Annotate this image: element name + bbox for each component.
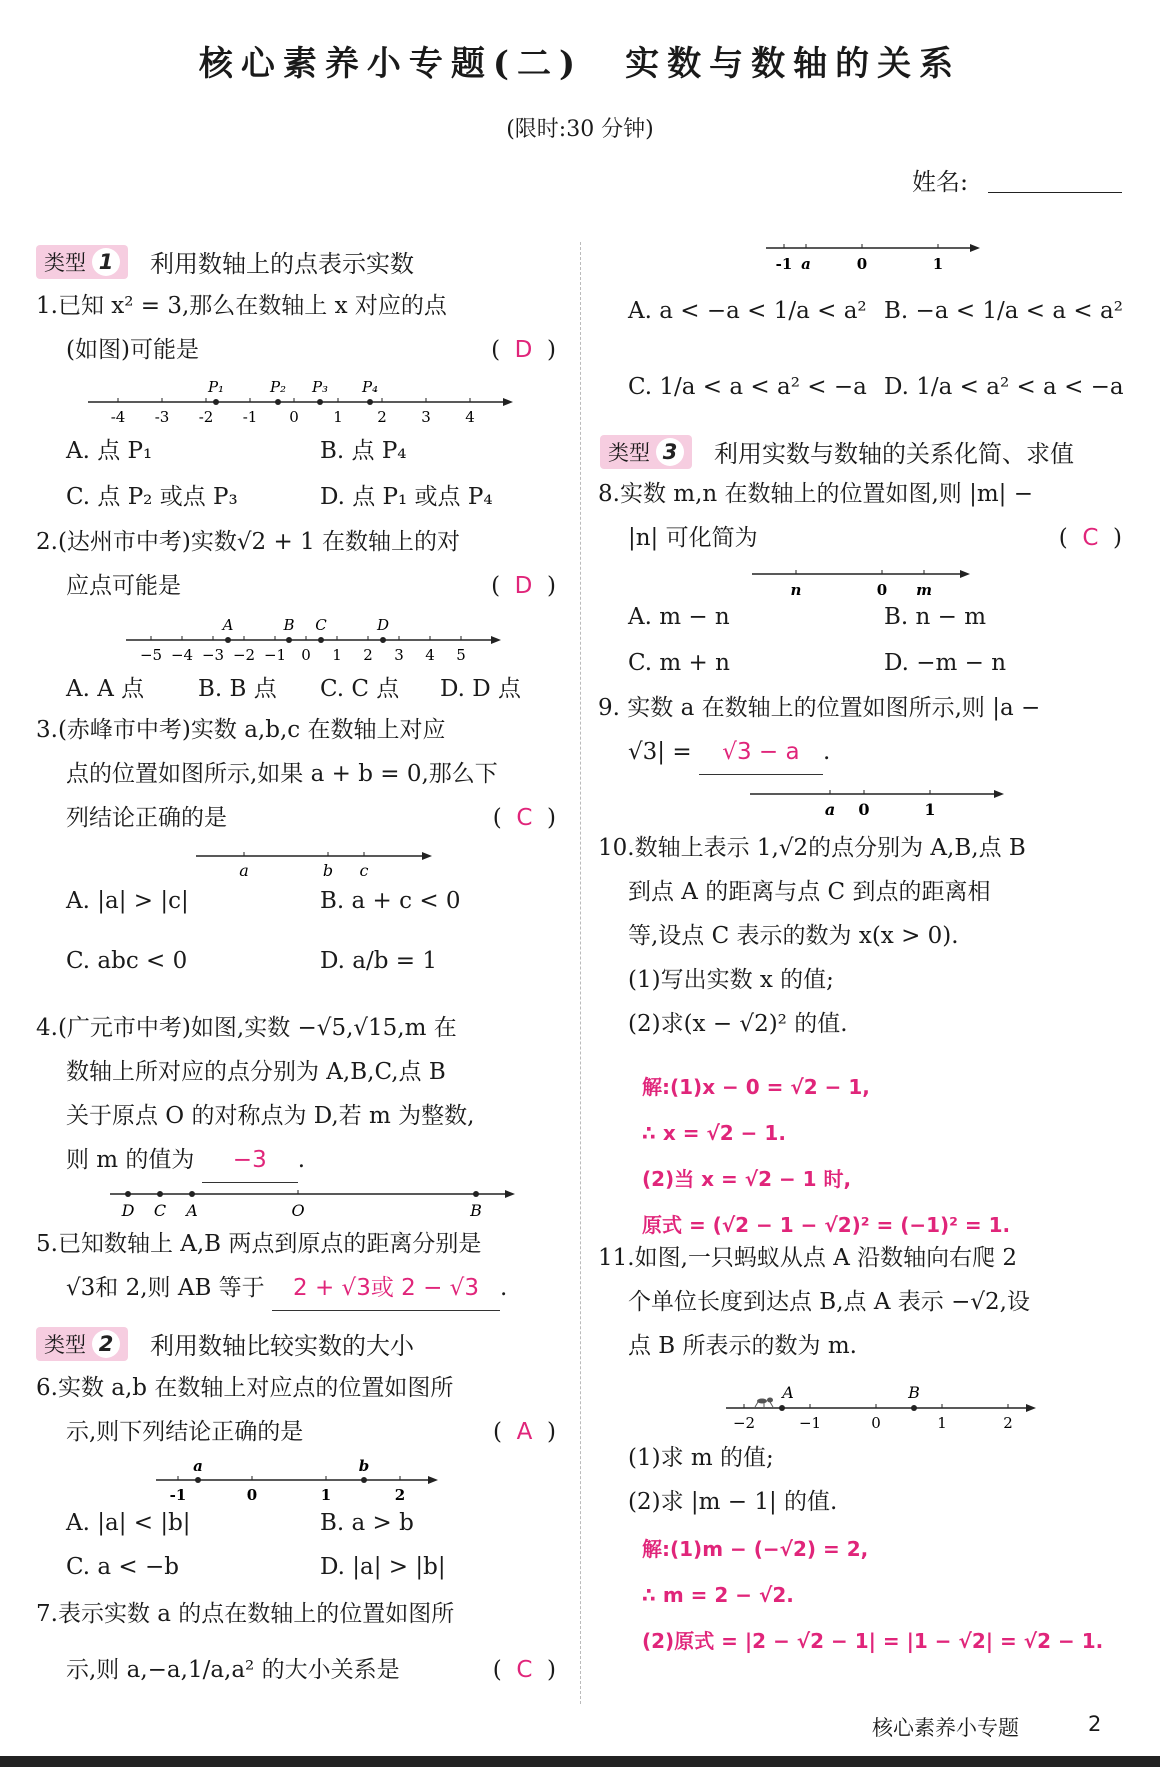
point-label: A [222, 616, 234, 634]
point-label: B [908, 1383, 920, 1402]
point-label: P₃ [311, 378, 329, 396]
name-label: 姓名: [912, 168, 969, 196]
option-b[interactable]: B. a + c < 0 [320, 888, 461, 914]
tick-label: 0 [858, 800, 870, 819]
solution-line: 解:(1)m − (−√2) = 2, [642, 1537, 869, 1561]
point-b [361, 1477, 367, 1483]
question-stem: 4.(广元市中考)如图,实数 −√5,√15,m 在 [36, 1015, 457, 1041]
sub-question: (1)写出实数 x 的值; [628, 967, 834, 993]
answer-bracket: ( D ) [491, 337, 556, 363]
option-a[interactable]: A. 点 P₁ [66, 438, 153, 464]
answer-choice: C [516, 1657, 533, 1683]
number-line-q8 [752, 566, 976, 600]
question-stem: 1.已知 x² = 3,那么在数轴上 x 对应的点 [36, 293, 447, 319]
tick-label: −2 [232, 646, 256, 664]
point-c [318, 637, 324, 643]
option-c[interactable]: C. abc < 0 [66, 948, 188, 974]
sub-question: (2)求(x − √2)² 的值. [628, 1011, 848, 1037]
page-title: 核心素养小专题(二) 实数与数轴的关系 [198, 44, 962, 84]
question-stem: 5.已知数轴上 A,B 两点到原点的距离分别是 [36, 1231, 482, 1257]
option-d[interactable]: D. D 点 [440, 676, 521, 702]
point-label: P₁ [207, 378, 225, 396]
number-line-q3 [196, 838, 436, 882]
tick-label: m [916, 581, 932, 599]
point-b [286, 637, 292, 643]
tick-label: a [824, 800, 836, 819]
type-label: 类型 [44, 1332, 86, 1357]
point-label: A [186, 1201, 198, 1220]
question-8 [598, 472, 1122, 560]
solution-line: (2)原式 = |2 − √2 − 1| = |1 − √2| = √2 − 1. [642, 1629, 1104, 1653]
point-label: C [315, 616, 327, 634]
type-title: 利用数轴上的点表示实数 [150, 250, 414, 278]
ant-icon [755, 1398, 773, 1408]
tick-label: 0 [246, 1486, 258, 1504]
tick-label: −3 [201, 646, 225, 664]
point-p2 [275, 399, 281, 405]
point-label: D [121, 1201, 135, 1220]
type-3-heading [600, 434, 1074, 469]
point-label: a [239, 861, 249, 880]
option-b[interactable]: B. a > b [320, 1510, 414, 1536]
answer-choice: C [516, 805, 533, 831]
option-b[interactable]: B. 点 P₄ [320, 438, 407, 464]
option-c[interactable]: C. 1/a < a < a² < −a [628, 374, 867, 400]
tick-label: 0 [876, 581, 888, 599]
point-d [125, 1191, 131, 1197]
point-label: c [359, 861, 369, 880]
question-stem: 关于原点 O 的对称点为 D,若 m 为整数, [66, 1103, 475, 1129]
option-d[interactable]: D. |a| > |b| [320, 1554, 446, 1580]
number-line-q7 [766, 240, 986, 274]
tick-label: 0 [856, 255, 868, 273]
option-d[interactable]: D. −m − n [884, 650, 1007, 676]
number-line-q1 [88, 376, 518, 428]
type-number: 1 [92, 248, 120, 276]
tick-label: −4 [170, 646, 194, 664]
option-a[interactable]: A. |a| < |b| [66, 1510, 191, 1536]
question-stem: √3| = [628, 739, 692, 765]
number-line-q11 [726, 1380, 1042, 1432]
solution-line: (2)当 x = √2 − 1 时, [642, 1167, 852, 1191]
tick-label: 1 [333, 408, 343, 426]
sub-question: (1)求 m 的值; [628, 1445, 774, 1471]
question-stem: 11.如图,一只蚂蚁从点 A 沿数轴向右爬 2 [598, 1245, 1018, 1271]
type-label: 类型 [608, 440, 650, 465]
question-stem: 示,则下列结论正确的是 [66, 1419, 304, 1445]
tick-label: 2 [377, 408, 387, 426]
tick-label: 3 [394, 646, 404, 664]
type-number: 3 [656, 438, 684, 466]
point-p1 [213, 399, 219, 405]
tick-label: -2 [198, 408, 214, 426]
number-line-q2 [126, 614, 506, 666]
type-badge [600, 435, 692, 469]
column-divider [580, 242, 581, 1704]
option-d[interactable]: D. a/b = 1 [320, 948, 437, 974]
question-stem: 等,设点 C 表示的数为 x(x > 0). [628, 923, 959, 949]
solution-line: ∴ x = √2 − 1. [642, 1121, 786, 1145]
point-c [157, 1191, 163, 1197]
solution-line: 解:(1)x − 0 = √2 − 1, [642, 1075, 870, 1099]
point-label: P₂ [269, 378, 287, 396]
point-label: a [193, 1458, 203, 1475]
tick-label: −1 [798, 1414, 822, 1432]
question-11 [598, 1236, 1122, 1368]
point-b [473, 1191, 479, 1197]
question-5: 5.已知数轴上 A,B 两点到原点的距离分别是 √3和 2,则 AB 等于 2 + √3或 2 − √3 . [36, 1222, 556, 1311]
question-stem: 个单位长度到达点 B,点 A 表示 −√2,设 [628, 1289, 1030, 1315]
type-title: 利用数轴比较实数的大小 [150, 1332, 414, 1360]
answer-bracket: ( C ) [492, 805, 556, 831]
option-a[interactable]: A. m − n [628, 604, 730, 630]
number-line-q6 [156, 1458, 446, 1506]
answer-choice: C [1082, 525, 1099, 551]
option-c[interactable]: C. C 点 [320, 676, 400, 702]
point-label: P₄ [361, 378, 379, 396]
answer-bracket: ( A ) [493, 1419, 556, 1445]
question-4: 4.(广元市中考)如图,实数 −√5,√15,m 在 数轴上所对应的点分别为 A,B,C,点 B 关于原点 O 的对称点为 D,若 m 为整数, 则 m 的值为 −3 . [36, 1006, 556, 1183]
point-label: A [782, 1383, 794, 1402]
tick-label: n [790, 581, 802, 599]
tick-label: −1 [263, 646, 287, 664]
solution-q11 [642, 1526, 1103, 1664]
option-a[interactable]: A. a < −a < 1/a < a² [628, 298, 867, 324]
answer-choice: A [516, 1419, 533, 1445]
question-2 [36, 520, 556, 608]
tick-label: a [801, 255, 811, 273]
question-11-subs [628, 1436, 1108, 1524]
time-limit: (限时:30 分钟) [506, 117, 654, 142]
question-stem: 应点可能是 [66, 573, 181, 599]
question-stem: 10.数轴上表示 1,√2的点分别为 A,B,点 B [598, 835, 1026, 861]
answer-blank[interactable]: √3 − a [699, 730, 823, 775]
question-stem: |n| 可化简为 [628, 525, 758, 551]
question-1 [36, 284, 556, 372]
question-stem: 示,则 a,−a,1/a,a² 的大小关系是 [66, 1657, 400, 1683]
point-label: B [470, 1201, 482, 1220]
question-stem: 2.(达州市中考)实数√2 + 1 在数轴上的对 [36, 529, 461, 555]
question-stem: 点的位置如图所示,如果 a + b = 0,那么下 [66, 761, 498, 787]
sub-question: (2)求 |m − 1| 的值. [628, 1489, 838, 1515]
type-label: 类型 [44, 250, 86, 275]
question-stem: 9. 实数 a 在数轴上的位置如图所示,则 |a − [598, 695, 1041, 721]
point-label: D [376, 616, 390, 634]
question-stem: 7.表示实数 a 的点在数轴上的位置如图所 [36, 1601, 455, 1627]
point-label: b [322, 861, 334, 880]
question-stem: 3.(赤峰市中考)实数 a,b,c 在数轴上对应 [36, 717, 446, 743]
point-d [380, 637, 386, 643]
tick-label: 2 [394, 1486, 406, 1504]
tick-label: 1 [937, 1414, 947, 1432]
tick-label: 2 [1003, 1414, 1013, 1432]
footer-text: 核心素养小专题 [872, 1716, 1019, 1740]
tick-label: 5 [456, 646, 466, 664]
option-c[interactable]: C. a < −b [66, 1554, 180, 1580]
point-p4 [367, 399, 373, 405]
page-number: 2 [1088, 1712, 1102, 1736]
question-stem: 则 m 的值为 [66, 1147, 195, 1173]
option-b[interactable]: B. B 点 [198, 676, 277, 702]
point-b [911, 1405, 917, 1411]
question-6 [36, 1366, 556, 1454]
point-p3 [317, 399, 323, 405]
tick-label: 4 [465, 408, 475, 426]
option-d[interactable]: D. 1/a < a² < a < −a [884, 374, 1124, 400]
tick-label: -3 [154, 408, 170, 426]
type-1-heading [36, 244, 414, 279]
solution-line: ∴ m = 2 − √2. [642, 1583, 794, 1607]
question-stem: 点 B 所表示的数为 m. [628, 1333, 857, 1359]
option-a[interactable]: A. A 点 [66, 676, 145, 702]
point-a [779, 1405, 785, 1411]
question-stem: 8.实数 m,n 在数轴上的位置如图,则 |m| − [598, 481, 1034, 507]
option-d[interactable]: D. 点 P₁ 或点 P₄ [320, 484, 493, 510]
point-a [195, 1477, 201, 1483]
tick-label: 4 [425, 646, 435, 664]
tick-label: 0 [289, 408, 299, 426]
tick-label: 1 [924, 800, 936, 819]
question-stem: √3和 2,则 AB 等于 [66, 1275, 265, 1301]
question-stem: 列结论正确的是 [66, 805, 227, 831]
answer-choice: D [514, 573, 533, 599]
tick-label: 0 [301, 646, 311, 664]
answer-bracket: ( C ) [1058, 525, 1122, 551]
number-line-q9 [750, 786, 1010, 820]
question-9: 9. 实数 a 在数轴上的位置如图所示,则 |a − √3| = √3 − a . [598, 686, 1122, 775]
option-c[interactable]: C. 点 P₂ 或点 P₃ [66, 484, 238, 510]
question-3 [36, 708, 556, 840]
question-stem: (如图)可能是 [66, 337, 199, 363]
tick-label: -1 [169, 1486, 187, 1504]
tick-label: -1 [775, 255, 793, 273]
answer-choice: D [514, 337, 533, 363]
name-field[interactable] [988, 192, 1122, 193]
tick-label: 3 [421, 408, 431, 426]
option-a[interactable]: A. |a| > |c| [66, 888, 189, 914]
type-2-heading [36, 1326, 414, 1361]
question-10 [598, 826, 1122, 1046]
answer-blank[interactable]: 2 + √3或 2 − √3 [272, 1266, 500, 1311]
point-label: O [291, 1201, 305, 1220]
type-badge [36, 245, 128, 279]
tick-label: 1 [332, 646, 342, 664]
point-a [189, 1191, 195, 1197]
tick-label: 2 [363, 646, 373, 664]
tick-label: −5 [139, 646, 163, 664]
tick-label: -4 [110, 408, 126, 426]
tick-label: −2 [732, 1414, 756, 1432]
point-label: C [153, 1201, 167, 1220]
tick-label: 1 [932, 255, 944, 273]
solution-q10 [642, 1064, 1010, 1248]
point-label: B [283, 616, 295, 634]
point-label: b [358, 1458, 370, 1475]
point-a [225, 637, 231, 643]
question-7 [36, 1592, 556, 1692]
answer-bracket: ( D ) [491, 573, 556, 599]
option-c[interactable]: C. m + n [628, 650, 730, 676]
option-b[interactable]: B. −a < 1/a < a < a² [884, 298, 1123, 324]
type-number: 2 [92, 1330, 120, 1358]
tick-label: 1 [320, 1486, 332, 1504]
solution-line: 原式 = (√2 − 1 − √2)² = (−1)² = 1. [642, 1213, 1011, 1237]
question-stem: 6.实数 a,b 在数轴上对应点的位置如图所 [36, 1375, 454, 1401]
tick-label: -1 [242, 408, 258, 426]
question-stem: 数轴上所对应的点分别为 A,B,C,点 B [66, 1059, 446, 1085]
type-badge [36, 1327, 128, 1361]
question-stem: 到点 A 的距离与点 C 到点的距离相 [628, 879, 991, 905]
answer-bracket: ( C ) [492, 1657, 556, 1683]
bottom-bar [0, 1756, 1160, 1767]
option-b[interactable]: B. n − m [884, 604, 987, 630]
type-title: 利用实数与数轴的关系化简、求值 [714, 440, 1074, 468]
tick-label: 0 [871, 1414, 881, 1432]
answer-blank[interactable]: −3 [202, 1138, 298, 1183]
